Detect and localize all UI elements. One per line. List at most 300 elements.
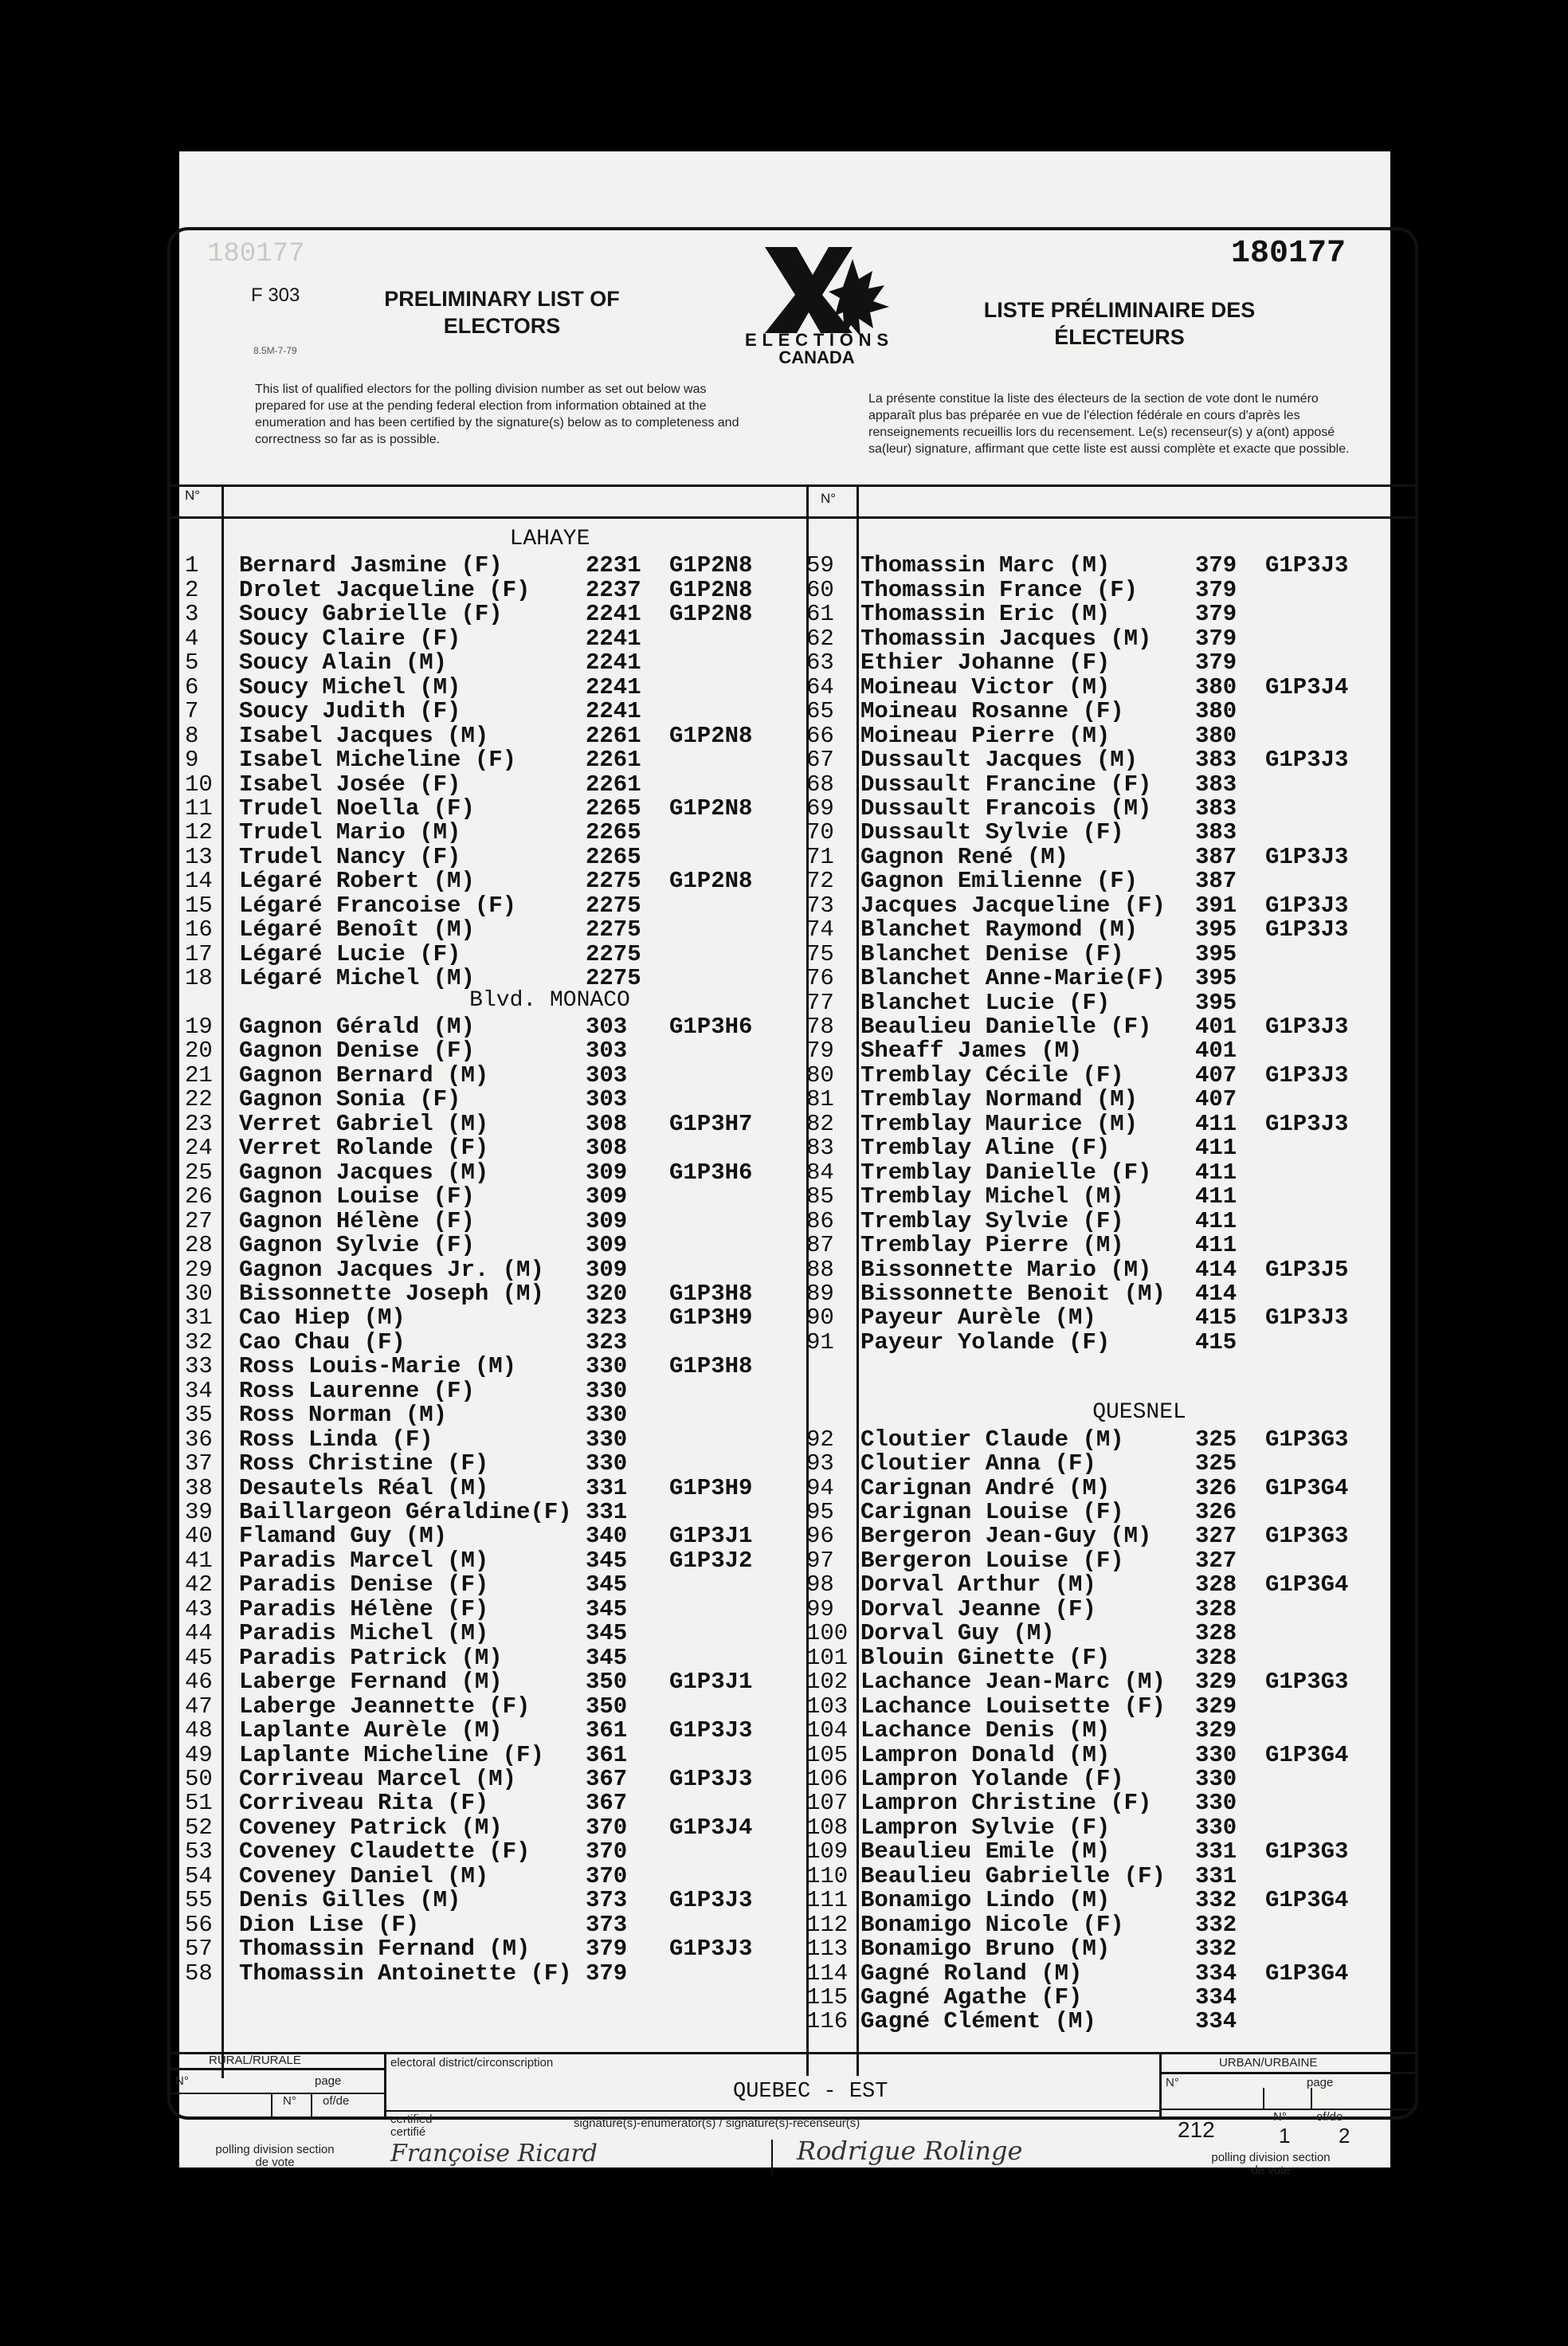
elector-address: 2261 [586,722,641,749]
elector-address: 367 [586,1790,628,1817]
elector-number: 47 [185,1693,213,1720]
elector-address: 367 [586,1765,628,1792]
elector-row [0,748,1568,772]
elector-row [0,627,1568,651]
elector-number: 37 [185,1450,213,1477]
elector-name: Tremblay Aline (F) [860,1135,1111,1162]
elector-name: Gagnon Bernard (M) [239,1061,489,1089]
elector-name: Ross Christine (F) [239,1450,489,1477]
elector-address: 2265 [586,794,641,822]
elector-row [0,1501,1568,1524]
elector-address: 309 [586,1183,628,1210]
elector-address: 330 [1195,1741,1237,1768]
elector-name: Soucy Michel (M) [239,673,461,700]
elector-number: 31 [185,1304,213,1332]
district-label: electoral district/circonscription [390,2056,554,2069]
elector-name: Bissonnette Benoit (M) [860,1280,1166,1307]
elector-number: 84 [806,1159,834,1186]
elector-address: 309 [586,1159,628,1186]
elector-row [0,1039,1568,1063]
elector-row [0,1328,1568,1355]
elector-name: Thomassin Antoinette (F) [239,1960,572,1987]
elector-number: 33 [185,1353,213,1380]
elector-row [0,869,1568,893]
elector-address: 2261 [586,771,641,798]
rural-page-label: page [315,2074,342,2088]
elector-name: Paradis Marcel (M) [239,1547,489,1574]
elector-address: 334 [1195,2008,1237,2035]
elector-address: 327 [1195,1547,1237,1574]
elector-row [0,1112,1568,1136]
elector-row [0,1474,1568,1501]
elector-postal-code: G1P3J3 [1265,843,1349,870]
elector-number: 96 [806,1523,834,1550]
elector-row [0,821,1568,845]
elector-number: 40 [185,1523,213,1550]
elector-name: Blanchet Denise (F) [860,940,1124,967]
elector-address: 2231 [586,552,641,579]
elector-address: 329 [1195,1669,1237,1696]
elector-address: 334 [1195,1960,1237,1987]
elector-name: Lachance Denis (M) [860,1717,1111,1744]
elector-address: 331 [1195,1862,1237,1889]
elector-address: 2275 [586,868,641,895]
elector-row [0,724,1568,748]
elector-number: 4 [185,625,199,652]
elector-postal-code: G1P2N8 [669,722,753,749]
elector-address: 373 [586,1887,628,1914]
elector-number: 89 [806,1280,834,1307]
elector-address: 303 [586,1014,628,1040]
elector-number: 100 [806,1620,849,1647]
elector-name: Paradis Denise (F) [239,1571,489,1599]
elector-address: 323 [586,1328,628,1355]
elector-number: 78 [806,1014,834,1040]
elector-number: 25 [185,1159,213,1186]
elector-address: 325 [1195,1426,1237,1453]
elector-address: 387 [1195,843,1237,870]
elector-address: 391 [1195,892,1237,919]
elector-address: 2275 [586,965,641,992]
elector-row [0,1695,1568,1719]
elector-number: 102 [806,1669,849,1696]
elector-address: 340 [586,1523,628,1550]
elector-address: 330 [586,1426,628,1453]
elector-address: 330 [1195,1790,1237,1817]
elector-name: Blanchet Raymond (M) [860,916,1139,944]
elector-number: 49 [185,1741,213,1768]
elector-number: 109 [806,1838,849,1865]
elector-row [0,918,1568,942]
title-fr: LISTE PRÉLIMINAIRE DES ÉLECTEURS [983,298,1256,349]
elector-row [0,1913,1568,1937]
elector-address: 330 [1195,1765,1237,1792]
elector-address: 309 [586,1256,628,1283]
elector-name: Bissonnette Joseph (M) [239,1280,544,1307]
elector-number: 72 [806,868,834,895]
elector-number: 77 [806,989,834,1016]
elector-number: 87 [806,1232,834,1259]
elector-number: 59 [806,552,834,579]
elector-name: Isabel Jacques (M) [239,722,489,749]
elector-row [0,700,1568,724]
elector-number: 68 [806,771,834,798]
elector-number: 62 [806,625,834,652]
elector-postal-code: G1P2N8 [669,868,753,895]
elector-postal-code: G1P3J1 [669,1669,753,1696]
elector-address: 411 [1195,1207,1237,1234]
elector-number: 74 [806,916,834,944]
elector-name: Cao Hiep (M) [239,1304,406,1332]
elector-row [0,576,1568,603]
elector-name: Baillargeon Géraldine(F) [239,1499,572,1525]
elector-name: Bonamigo Nicole (F) [860,1911,1124,1938]
elector-name: Carignan André (M) [860,1474,1111,1501]
elector-address: 370 [586,1862,628,1889]
elector-number: 82 [806,1110,834,1137]
elector-name: Soucy Alain (M) [239,649,448,677]
elector-name: Cao Chau (F) [239,1328,406,1355]
elector-address: 383 [1195,747,1237,774]
elector-name: Dussault Jacques (M) [860,747,1139,774]
elector-postal-code: G1P3J3 [1265,1061,1349,1089]
elector-address: 325 [1195,1450,1237,1477]
elector-name: Légaré Robert (M) [239,868,475,895]
elector-number: 64 [806,673,834,700]
elector-number: 108 [806,1814,849,1841]
table-header-line [169,516,1417,519]
elector-name: Tremblay Cécile (F) [860,1061,1124,1089]
elector-number: 61 [806,601,834,628]
elector-row [0,794,1568,822]
elector-address: 320 [586,1280,628,1307]
elector-row [0,1258,1568,1282]
elector-number: 73 [806,892,834,919]
elector-address: 334 [1195,1984,1237,2011]
footer-top-line [169,2052,1417,2054]
elector-number: 29 [185,1256,213,1283]
elector-address: 330 [586,1402,628,1429]
elector-name: Moineau Pierre (M) [860,722,1111,749]
elector-address: 332 [1195,1911,1237,1938]
elector-number: 103 [806,1693,849,1720]
elector-name: Verret Rolande (F) [239,1135,489,1162]
elector-row [0,1452,1568,1476]
elector-address: 308 [586,1135,628,1162]
elector-postal-code: G1P2N8 [669,601,753,628]
elector-number: 98 [806,1571,834,1599]
elector-number: 16 [185,916,213,944]
elector-name: Coveney Claudette (F) [239,1838,531,1865]
elector-name: Ross Linda (F) [239,1426,433,1453]
elector-number: 1 [185,552,199,579]
rural-label: RURAL/RURALE [209,2054,301,2067]
elector-address: 383 [1195,794,1237,822]
elector-address: 411 [1195,1159,1237,1186]
elector-number: 101 [806,1644,849,1671]
elector-name: Cloutier Anna (F) [860,1450,1096,1477]
elector-postal-code: G1P3H8 [669,1280,753,1307]
elector-row [0,673,1568,700]
elector-name: Lachance Jean-Marc (M) [860,1669,1166,1696]
elector-name: Flamand Guy (M) [239,1523,448,1550]
elector-number: 52 [185,1814,213,1841]
elector-name: Isabel Josée (F) [239,771,461,798]
elector-name: Corriveau Rita (F) [239,1790,489,1817]
elector-number: 116 [806,2008,849,2035]
elector-number: 113 [806,1936,849,1963]
elector-name: Laplante Aurèle (M) [239,1717,503,1744]
elector-number: 93 [806,1450,834,1477]
form-date: 8.5M-7-79 [253,345,297,356]
elector-address: 379 [1195,576,1237,603]
elector-postal-code: G1P3J4 [669,1814,753,1841]
elector-name: Moineau Rosanne (F) [860,698,1124,725]
elector-address: 330 [1195,1814,1237,1841]
elector-postal-code: G1P3J3 [1265,1110,1349,1137]
elector-row [0,651,1568,675]
elector-row [0,1355,1568,1379]
elector-address: 309 [586,1232,628,1259]
elector-name: Payeur Yolande (F) [860,1328,1111,1355]
elector-number: 32 [185,1328,213,1355]
elector-address: 361 [586,1717,628,1744]
elector-address: 2265 [586,843,641,870]
elector-address: 303 [586,1086,628,1113]
rural-line [169,2068,384,2070]
elector-name: Moineau Victor (M) [860,673,1111,700]
elector-address: 331 [586,1499,628,1525]
elector-number: 2 [185,576,199,603]
elector-name: Tremblay Michel (M) [860,1183,1124,1210]
elector-name: Soucy Claire (F) [239,625,461,652]
elector-name: Coveney Patrick (M) [239,1814,503,1841]
elector-address: 411 [1195,1183,1237,1210]
elector-postal-code: G1P3H7 [669,1110,753,1137]
urban-of-label: of/de [1316,2110,1343,2124]
signature-separator [771,2140,773,2175]
elector-number: 58 [185,1960,213,1987]
elector-number: 95 [806,1499,834,1525]
elector-row [0,1379,1568,1403]
elector-row [0,1234,1568,1257]
elector-postal-code: G1P3G3 [1265,1523,1349,1550]
elector-number: 20 [185,1038,213,1065]
elector-name: Légaré Michel (M) [239,965,475,992]
elector-name: Gagné Roland (M) [860,1960,1083,1987]
elector-row [0,1061,1568,1089]
elector-number: 75 [806,940,834,967]
elector-row [0,894,1568,918]
elector-name: Gagné Agathe (F) [860,1984,1083,2011]
elector-postal-code: G1P3J3 [1265,552,1349,579]
elector-number: 6 [185,673,199,700]
elector-address: 379 [586,1960,628,1987]
elector-address: 383 [1195,771,1237,798]
elector-name: Beaulieu Emile (M) [860,1838,1111,1865]
elector-row [0,554,1568,578]
elector-number: 43 [185,1595,213,1622]
elector-postal-code: G1P3J3 [669,1887,753,1914]
elector-address: 380 [1195,698,1237,725]
elector-address: 328 [1195,1571,1237,1599]
elector-address: 380 [1195,722,1237,749]
elector-address: 395 [1195,989,1237,1016]
elector-row [0,1741,1568,1768]
elector-address: 308 [586,1110,628,1137]
elector-row [0,845,1568,869]
elector-number: 15 [185,892,213,919]
elector-number: 66 [806,722,834,749]
elector-address: 345 [586,1595,628,1622]
elector-number: 81 [806,1086,834,1113]
elector-number: 51 [185,1790,213,1817]
elector-postal-code: G1P3J3 [1265,1304,1349,1332]
elector-name: Bergeron Louise (F) [860,1547,1124,1574]
elector-address: 328 [1195,1644,1237,1671]
elector-name: Dorval Jeanne (F) [860,1595,1096,1622]
elector-address: 379 [1195,552,1237,579]
elector-number: 13 [185,843,213,870]
elector-number: 8 [185,722,199,749]
elector-row [0,967,1568,991]
electoral-district: QUEBEC - EST [733,2080,888,2104]
urban-page-no-label: N° [1273,2110,1287,2124]
elector-name: Bonamigo Bruno (M) [860,1936,1111,1963]
elector-number: 71 [806,843,834,870]
elector-name: Dion Lise (F) [239,1911,420,1938]
elector-name: Laplante Micheline (F) [239,1741,544,1768]
faded-stamp: 180177 [207,239,305,269]
elector-row [0,773,1568,797]
elector-postal-code: G1P3H9 [669,1304,753,1332]
elector-name: Gagnon Emilienne (F) [860,868,1139,895]
elector-address: 2241 [586,601,641,628]
elector-address: 395 [1195,940,1237,967]
elector-row [0,991,1568,1015]
elector-row [0,1840,1568,1864]
elector-name: Ethier Johanne (F) [860,649,1111,677]
elector-address: 326 [1195,1474,1237,1501]
elector-address: 329 [1195,1717,1237,1744]
elector-row [0,1185,1568,1209]
elector-address: 415 [1195,1304,1237,1332]
elector-postal-code: G1P3J3 [669,1765,753,1792]
elector-name: Paradis Michel (M) [239,1620,489,1647]
title-en: PRELIMINARY LIST OF ELECTORS [384,287,620,338]
elector-address: 411 [1195,1135,1237,1162]
elector-name: Thomassin Eric (M) [860,601,1111,628]
elector-name: Lampron Yolande (F) [860,1765,1124,1792]
intro-en: This list of qualified electors for the polling division number as set out below was prepared for use at the pending federal election from information obtained at the enumeration and has been certified by the signature(s) below as to completeness and correctness so far as is possible. [255,382,739,446]
elector-address: 327 [1195,1523,1237,1550]
elector-address: 2241 [586,698,641,725]
elector-postal-code: G1P2N8 [669,794,753,822]
elector-number: 17 [185,940,213,967]
elector-postal-code: G1P3H8 [669,1353,753,1380]
form-number: F 303 [251,284,300,306]
elector-row [0,940,1568,967]
elector-row [0,1573,1568,1597]
elector-number: 86 [806,1207,834,1234]
elector-address: 2241 [586,625,641,652]
table-top-line [169,484,1417,487]
elector-number: 79 [806,1038,834,1065]
elector-address: 330 [586,1450,628,1477]
elector-name: Dussault Sylvie (F) [860,819,1124,846]
elector-name: Trudel Nancy (F) [239,843,461,870]
elector-name: Gagnon Sylvie (F) [239,1232,475,1259]
elector-number: 38 [185,1474,213,1501]
page-total: 2 [1339,2124,1350,2148]
elector-number: 92 [806,1426,834,1453]
elector-number: 19 [185,1014,213,1040]
elector-name: Beaulieu Gabrielle (F) [860,1862,1166,1889]
elector-number: 107 [806,1790,849,1817]
elector-row [0,1015,1568,1039]
section-heading: Blvd. MONACO [469,987,630,1013]
elector-number: 10 [185,771,213,798]
elector-number: 24 [185,1135,213,1162]
elector-number: 94 [806,1474,834,1501]
elector-address: 309 [586,1207,628,1234]
elector-row [0,1088,1568,1112]
elector-address: 395 [1195,916,1237,944]
elector-address: 401 [1195,1014,1237,1040]
elector-name: Thomassin Jacques (M) [860,625,1152,652]
elector-name: Tremblay Maurice (M) [860,1110,1139,1137]
elector-postal-code: G1P3G3 [1265,1426,1349,1453]
elector-name: Ross Norman (M) [239,1402,448,1429]
elector-number: 27 [185,1207,213,1234]
elector-address: 329 [1195,1693,1237,1720]
elector-name: Lampron Donald (M) [860,1741,1111,1768]
elector-address: 373 [586,1911,628,1938]
elector-name: Tremblay Danielle (F) [860,1159,1152,1186]
elector-row [0,1646,1568,1670]
elector-row [0,2010,1568,2034]
rural-of-label: of/de [323,2094,350,2108]
elector-address: 2275 [586,892,641,919]
elector-name: Blanchet Lucie (F) [860,989,1111,1016]
rural-box-div [271,2093,272,2120]
elector-number: 57 [185,1936,213,1963]
elector-number: 90 [806,1304,834,1332]
elector-name: Bissonnette Mario (M) [860,1256,1152,1283]
elector-address: 330 [586,1353,628,1380]
elector-address: 2241 [586,649,641,677]
elector-address: 350 [586,1669,628,1696]
elector-number: 110 [806,1862,849,1889]
elector-name: Lampron Sylvie (F) [860,1814,1111,1841]
elector-address: 330 [586,1377,628,1404]
elector-address: 303 [586,1038,628,1065]
elector-postal-code: G1P3J3 [669,1717,753,1744]
elector-address: 328 [1195,1595,1237,1622]
elector-row [0,1937,1568,1961]
svg-text:CANADA: CANADA [778,347,855,367]
elector-number: 56 [185,1911,213,1938]
elector-number: 14 [185,868,213,895]
elector-address: 401 [1195,1038,1237,1065]
elector-number: 99 [806,1595,834,1622]
signature-enumerator-1: Françoise Ricard [390,2140,598,2168]
elector-number: 106 [806,1765,849,1792]
elector-name: Ross Louis-Marie (M) [239,1353,517,1380]
elector-number: 35 [185,1402,213,1429]
intro-fr: La présente constitue la liste des électeurs de la section de vote dont le numéro apparaît plus bas préparée en vue de l'élection fédérale en cours d'après les renseignements recueillis lors du recensement. Le(s) recenseur(s) y a(ont) apposé sa(leur) signature, affirmant que cette liste est aussi complète et exacte que possible. [868,392,1350,456]
elector-name: Trudel Noella (F) [239,794,475,822]
